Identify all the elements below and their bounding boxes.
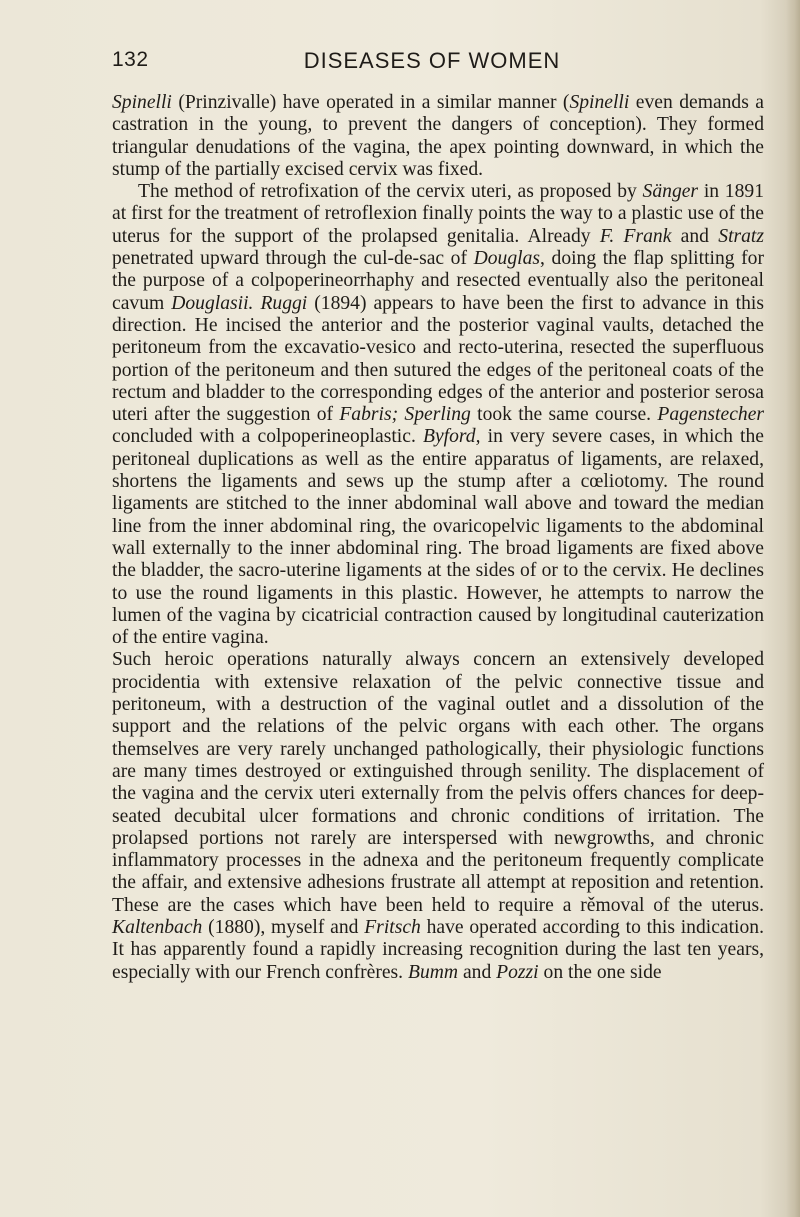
italic-name: Spinelli [569, 92, 630, 113]
italic-name: Pozzi [496, 961, 539, 983]
text-run: took the same course. [470, 404, 658, 426]
text-run: , doing the flap splitting for the purpose of a colpoperineorrhaphy and resected eventually also the peritoneal cavum [112, 248, 764, 314]
italic-name: F. Frank [599, 225, 672, 247]
italic-name: Douglasii. [171, 292, 254, 314]
italic-name: Fritsch [364, 916, 421, 938]
text-run: (1880), myself and [202, 916, 365, 938]
paragraph-3 [112, 649, 764, 983]
italic-name: Stratz [718, 225, 764, 247]
text-run: Such heroic operations naturally always concern an extensively developed procidentia with extensive relaxation of the pelvic connective tissue and peritoneum, with a destruction of the vaginal outlet and a dissolution of the support and the relations of the pelvic organs with each other. The organs themselves are very rarely unchanged pathologically, their physiologic functions are many times destroyed or extinguished through senility. The displacement of the vagina and the cervix uteri externally from the pelvis offers chances for deep-seated decubital ulcer formations and chronic conditions of irritation. The prolapsed portions not rarely are interspersed with newgrowths, and chronic inflammatory processes in the adnexa and the peritoneum frequently complicate the affair, and extensive adhesions frustrate all attempt at reposition and retention. These are the cases which have been held to require a rěmoval of the uterus. [112, 649, 764, 916]
text-run: penetrated upward through the cul-de-sac of [112, 248, 474, 270]
text-run: (Prinzivalle) have operated in a similar manner ( [171, 92, 570, 113]
text-run: The method of retrofixation of the cervix uteri, as proposed by [138, 181, 643, 203]
italic-name: Bumm [407, 961, 459, 983]
running-title: DISEASES OF WOMEN [303, 48, 561, 73]
paragraph-2 [112, 181, 764, 649]
page-edge-shadow [786, 0, 800, 1217]
text-run: in very severe cases, in which the peritoneal duplications as well as the entire apparatus of ligaments, are relaxed, shortens the ligaments and sews up the stump after a cœliotomy. The round ligaments are stitched to the inner abdominal wall above and toward the median line from the inner abdominal ring, the ovaricopelvic ligaments to the abdominal wall externally to the inner abdominal ring. The broad ligaments are fixed above the bladder, the sacro-uterine ligaments at the sides of or to the cervix. He declines to use the round ligaments in this plastic. However, he attempts to narrow the lumen of the vagina by cicatricial contraction caused by longitudinal cauterization of the entire vagina. [112, 426, 764, 649]
italic-name: Kaltenbach [112, 916, 203, 938]
page-number: 132 [112, 48, 149, 71]
italic-name: Sänger [642, 181, 699, 203]
text-run: in 1891 at first for the treatment of retroflexion finally points the way to a plastic use of the uterus for the support of the prolapsed genitalia. Already [112, 181, 764, 247]
text-run: even demands a castration in the young, to prevent the dangers of conception). They formed triangular denudations of the vagina, the apex pointing downward, in which the stump of the partially excised cervix was fixed. [112, 92, 765, 180]
paragraph-1 [112, 92, 764, 181]
italic-name: Douglas [473, 248, 541, 270]
italic-name: Fabris; Sperling [339, 404, 471, 426]
text-run: on the one side [538, 961, 662, 983]
text-run: (1894) appears to have been the first to advance in this direction. He incised the anterior and the posterior vaginal vaults, detached the peritoneum from the excavatio-vesico and recto-uterina, resected the superfluous portion of the peritoneum and then sutured the edges of the peritoneal coats of the rectum and bladder to the corresponding edges of the anterior and posterior serosa uteri after the suggestion of [112, 292, 764, 426]
italic-name: Byford, [423, 426, 481, 448]
page-header [112, 48, 752, 82]
body-text [112, 92, 764, 984]
text-run: concluded with a colpoperineoplastic. [112, 426, 423, 448]
text-run: have operated according to this indication. It has apparently found a rapidly increasing recognition during the last ten years, especially with our French confrères. [112, 916, 764, 983]
text-run: and [671, 225, 719, 247]
text-run: and [458, 961, 497, 983]
italic-name: Spinelli [112, 92, 172, 113]
italic-name: Pagenstecher [657, 404, 765, 426]
italic-name: Ruggi [260, 292, 308, 314]
